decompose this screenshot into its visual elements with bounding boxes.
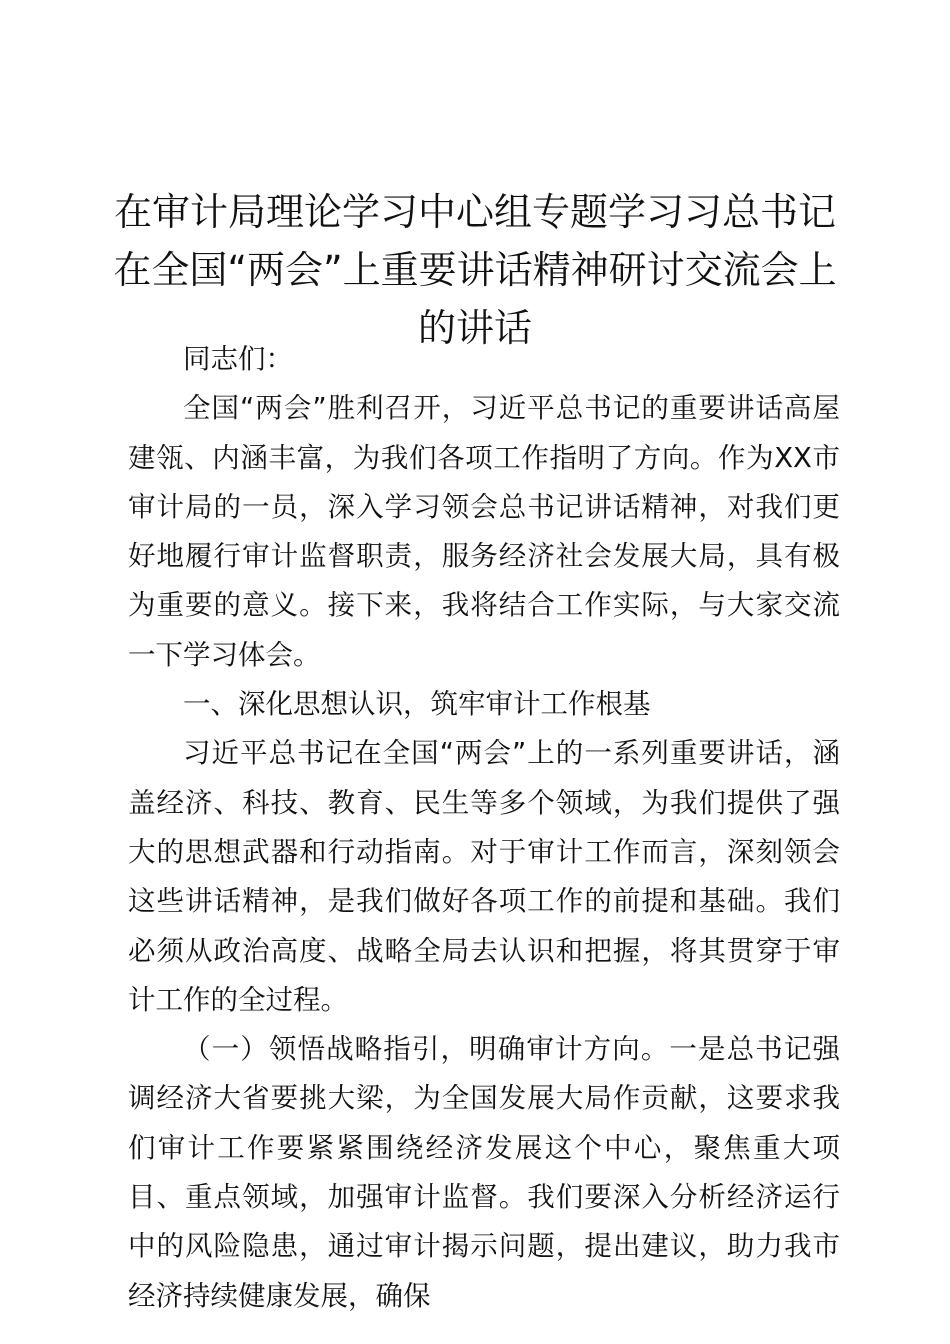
section-heading: 一、深化思想认识，筑牢审计工作根基 <box>183 688 651 721</box>
document-title: 在审计局理论学习中心组专题学习习总书记在全国“两会”上重要讲话精神研讨交流会上的讲话 <box>113 190 837 350</box>
paragraph-subsection: （一）领悟战略指引，明确审计方向。一是总书记强调经济大省要挑大梁，为全国发展大局作贡献，这要求我们审计工作要紧紧围绕经济发展这个中心，聚焦重大项目、重点领域，加强审计监督。我们要深入分析经济运行中的风险隐患，通过审计揭示问题，提出建议，助力我市经济持续健康发展，确保 <box>128 1033 840 1312</box>
paragraph-section-body: 习近平总书记在全国“两会”上的一系列重要讲话，涵盖经济、科技、教育、民生等多个领域，为我们提供了强大的思想武器和行动指南。对于审计工作而言，深刻领会这些讲话精神，是我们做好各项工作的前提和基础。我们必须从政治高度、战略全局去认识和把握，将其贯穿于审计工作的全过程。 <box>128 737 840 1016</box>
document-body <box>128 335 840 1321</box>
salutation: 同志们： <box>183 343 293 375</box>
paragraph-intro: 全国“两会”胜利召开，习近平总书记的重要讲话高屋建瓴、内涵丰富，为我们各项工作指明了方向。作为XX市审计局的一员，深入学习领会总书记讲话精神，对我们更好地履行审计监督职责，服务经济社会发展大局，具有极为重要的意义。接下来，我将结合工作实际，与大家交流一下学习体会。 <box>128 392 840 671</box>
